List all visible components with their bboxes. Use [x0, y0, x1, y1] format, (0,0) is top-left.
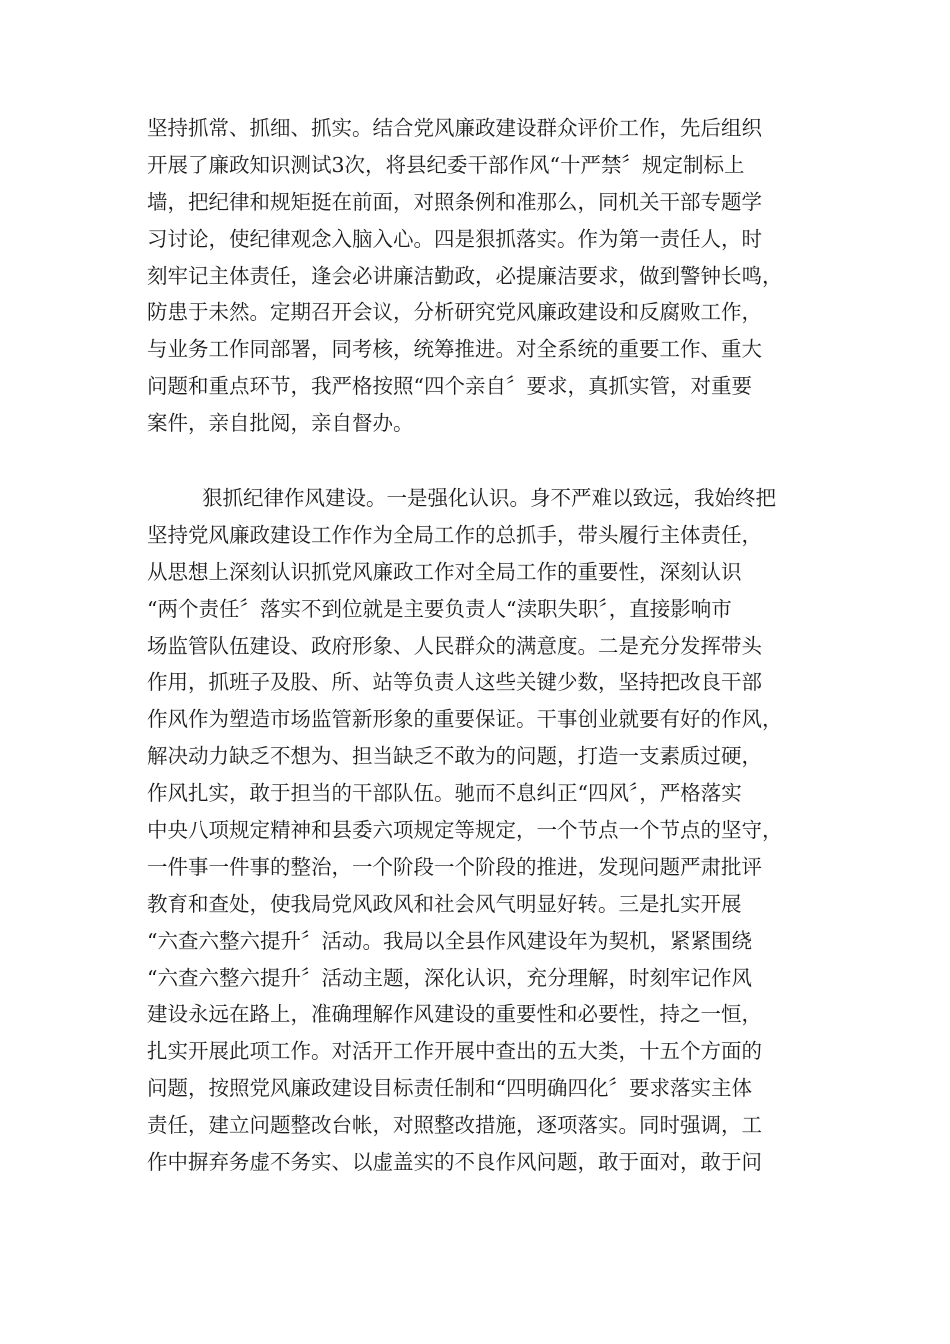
text-line: 教育和查处，使我局党风政风和社会风气明显好转。三是扎实开展 — [147, 891, 742, 916]
text-line: 问题，按照党风廉政建设目标责任制和“四明确四化〞要求落实主体 — [147, 1076, 752, 1101]
text-line: 责任，建立问题整改台帐，对照整改措施，逐项落实。同时强调，工 — [147, 1113, 762, 1138]
text-line: 作中摒弃务虚不务实、以虚盖实的不良作风问题，敢于面对，敢于问 — [147, 1150, 762, 1175]
body-paragraph — [147, 480, 807, 1181]
text-line: 坚持抓常、抓细、抓实。结合党风廉政建设群众评价工作，先后组织 — [147, 116, 762, 140]
text-line: 一件事一件事的整治，一个阶段一个阶段的推进，发现问题严肃批评 — [147, 854, 762, 879]
text-line: 扎实开展此项工作。对活开工作开展中查出的五大类，十五个方面的 — [147, 1039, 762, 1064]
text-line: 狠抓纪律作风建设。一是强化认识。身不严难以致远，我始终把 — [202, 486, 776, 510]
text-line: 场监管队伍建设、政府形象、人民群众的满意度。二是充分发挥带头 — [147, 633, 762, 658]
text-line: 建设永远在路上，准确理解作风建设的重要性和必要性，持之一恒， — [147, 1002, 762, 1027]
body-paragraph — [147, 110, 807, 442]
text-line: 刻牢记主体责任，逢会必讲廉洁勤政，必提廉洁要求，做到警钟长鸣， — [147, 263, 783, 288]
text-line: 解决动力缺乏不想为、担当缺乏不敢为的问题，打造一支素质过硬， — [147, 744, 762, 769]
text-line: 习讨论，使纪律观念入脑入心。四是狠抓落实。作为第一责任人，时 — [147, 226, 762, 251]
text-line: “六查六整六提升〞活动主题，深化认识，充分理解，时刻牢记作风 — [147, 965, 752, 990]
text-line: 作用，抓班子及股、所、站等负责人这些关键少数，坚持把改良干部 — [147, 670, 762, 695]
text-line: “两个责任〞落实不到位就是主要负责人“渎职失职〞，直接影响市 — [147, 596, 732, 621]
text-line: 坚持党风廉政建设工作作为全局工作的总抓手，带头履行主体责任， — [147, 522, 762, 547]
text-line: 与业务工作同部署，同考核，统筹推进。对全系统的重要工作、重大 — [147, 337, 762, 362]
text-line: 作风扎实，敢于担当的干部队伍。驰而不息纠正“四风〞，严格落实 — [147, 781, 742, 806]
text-line: 问题和重点环节，我严格按照“四个亲自〞要求，真抓实管，对重要 — [147, 374, 752, 399]
text-line: 案件，亲自批阅，亲自督办。 — [147, 411, 414, 436]
text-line: 从思想上深刻认识抓党风廉政工作对全局工作的重要性，深刻认识 — [147, 559, 742, 584]
text-line: “六查六整六提升〞活动。我局以全县作风建设年为契机，紧紧围绕 — [147, 928, 752, 953]
text-line: 作风作为塑造市场监管新形象的重要保证。干事创业就要有好的作风， — [147, 707, 783, 732]
text-line: 中央八项规定精神和县委六项规定等规定，一个节点一个节点的坚守， — [147, 818, 783, 843]
text-line: 开展了廉政知识测试3次，将县纪委干部作风“十严禁〞规定制标上 — [147, 152, 745, 177]
text-line: 墙，把纪律和规矩挺在前面，对照条例和准那么，同机关干部专题学 — [147, 189, 762, 214]
text-line: 防患于未然。定期召开会议，分析研究党风廉政建设和反腐败工作， — [147, 300, 762, 325]
